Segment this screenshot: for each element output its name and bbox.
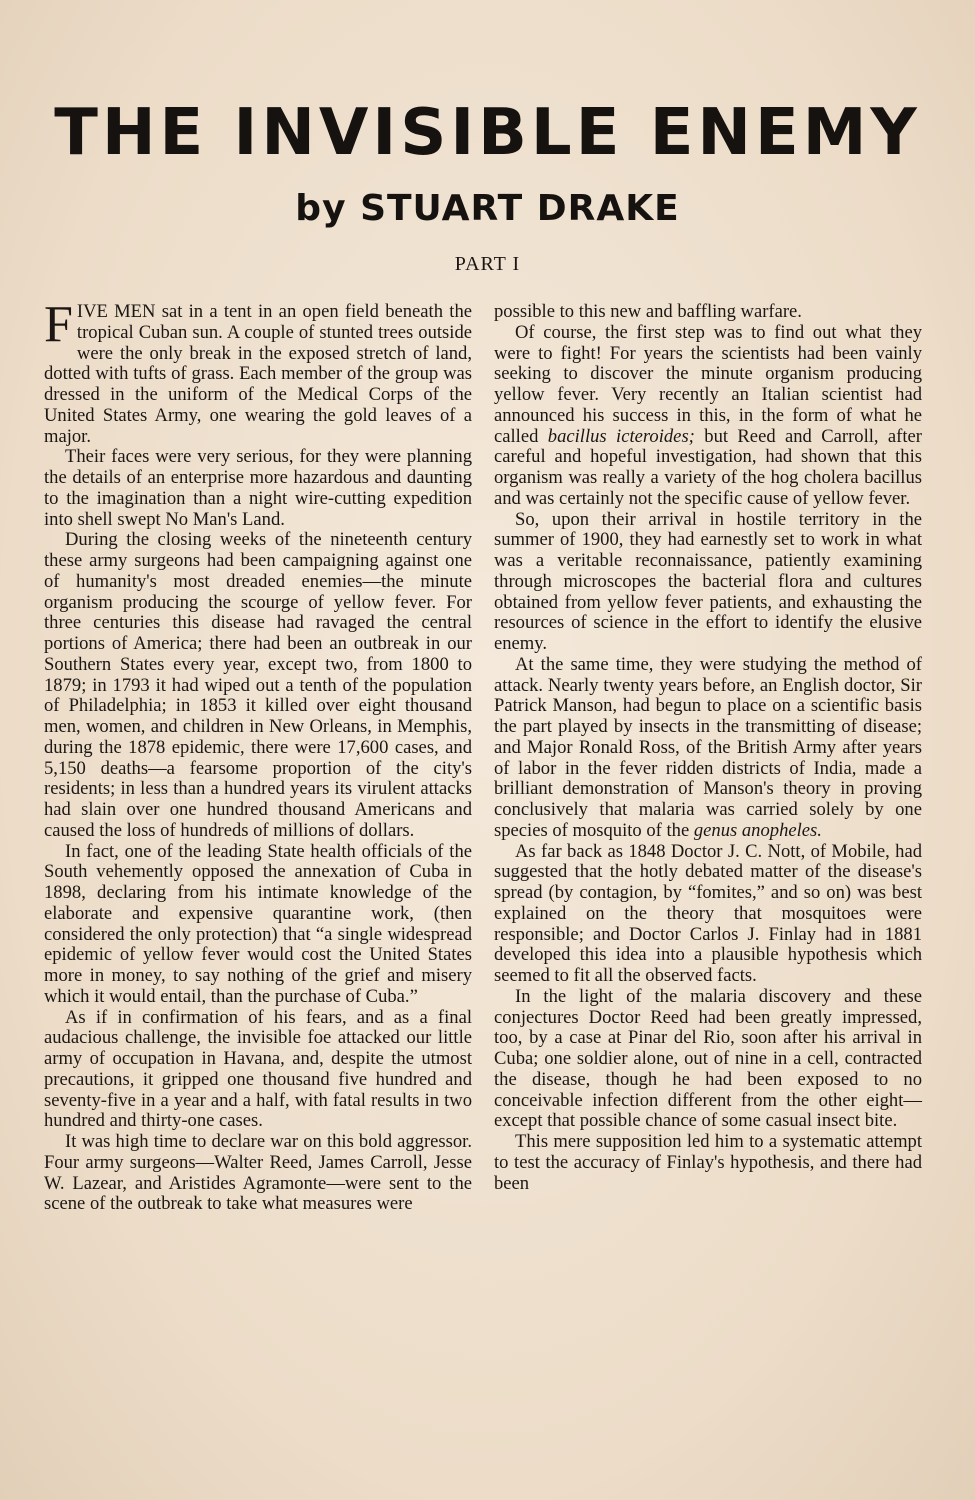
paragraph: As far back as 1848 Doctor J. C. Nott, of Mobile, had suggested that the hotly debated matter of the disease's spread (by contagion, by “fomites,” and so on) was best explained on the theory that mosquitoes were responsible; and Doctor Carlos J. Finlay had in 1881 developed this idea into a plausible hypothesis which seemed to fit all the observed facts. bbox=[494, 840, 922, 986]
paragraph: possible to this new and baffling warfare. bbox=[494, 301, 802, 322]
paragraph-text: Of course, the first step was to find out what they were to fight! For years the scientists had been vainly seeking to discover the minute organism producing yellow fever. Very recently an Italian scientist had announced his success in this, in the form of what he called bbox=[494, 321, 922, 447]
right-column bbox=[494, 302, 922, 1194]
paragraph: In the light of the malaria discovery and these conjectures Doctor Reed had been greatly impressed, too, by a case at Pinar del Rio, soon after his arrival in Cuba; one soldier alone, out of nine in a cell, contracted the disease, though he had been exposed to no conceivable infection different from the other eight—except that possible chance of some casual insect bite. bbox=[494, 985, 922, 1132]
paragraph-text: IVE MEN sat in a tent in an open field beneath the tropical Cuban sun. A couple of stunted trees outside were the only break in the exposed stretch of land, dotted with tufts of grass. Each member of the group was dressed in the uniform of the Medical Corps of the United States Army, one wearing the gold leaves of a major. bbox=[44, 301, 472, 447]
paragraph-text: At the same time, they were studying the method of attack. Nearly twenty years before, an English doctor, Sir Patrick Manson, had begun to place on a scientific basis the part played by insects in the transmitting of disease; and Major Ronald Ross, of the British Army after years of labor in the fever ridden districts of India, made a brilliant demonstration of Manson's theory in proving conclusively that malaria was carried solely by one species of mosquito of the bbox=[494, 653, 922, 841]
paragraph bbox=[494, 655, 922, 842]
article-title: THE INVISIBLE ENEMY bbox=[54, 96, 921, 170]
italic-term: genus anopheles. bbox=[693, 819, 822, 841]
left-column bbox=[44, 296, 472, 1215]
paragraph bbox=[494, 323, 922, 510]
paragraph: This mere supposition led him to a systematic attempt to test the accuracy of Finlay's hypothesis, and there had been bbox=[494, 1131, 922, 1194]
article-byline: by STUART DRAKE bbox=[295, 188, 680, 229]
paragraph: In fact, one of the leading State health officials of the South vehemently opposed the annexation of Cuba in 1898, declaring from his intimate knowledge of the elaborate and expensive quarantine work, (then considered the only protection) that “a single widespread epidemic of yellow fever would cost the United States more in money, to say nothing of the grief and misery which it would entail, than the purchase of Cuba.” bbox=[44, 840, 472, 1007]
paragraph: Their faces were very serious, for they were planning the details of an enterprise more hazardous and daunting to the imagination than a night wire-cutting expedition into shell swept No Man's Land. bbox=[44, 446, 472, 530]
italic-term: bacillus icteroides; bbox=[547, 425, 695, 447]
drop-cap: F bbox=[44, 296, 73, 353]
paragraph: It was high time to declare war on this bold aggressor. Four army surgeons—Walter Reed, James Carroll, Jesse W. Lazear, and Aristides Agramonte—were sent to the scene of the outbreak to take what measures were bbox=[44, 1131, 472, 1215]
paragraph bbox=[44, 296, 472, 447]
paragraph: During the closing weeks of the nineteenth century these army surgeons had been campaigning against one of humanity's most dreaded enemies—the minute organism producing the scourge of yellow fever. For three centuries this disease had ravaged the central portions of America; there had been an outbreak in our Southern States every year, except two, from 1800 to 1879; in 1793 it had wiped out a tenth of the population of Philadelphia; in 1853 it killed over eight thousand men, women, and children in New Orleans, in Memphis, during the 1878 epidemic, there were 17,600 cases, and 5,150 deaths—a fearsome proportion of the city's residents; in less than a hundred years its virulent attacks had slain over one hundred thousand Americans and caused the loss of hundreds of millions of dollars. bbox=[44, 529, 472, 841]
paragraph: As if in confirmation of his fears, and as a final audacious challenge, the invisible foe attacked our little army of occupation in Havana, and, despite the utmost precautions, it gripped one thousand five hundred and seventy-five in a year and a half, with fatal results in two hundred and thirty-one cases. bbox=[44, 1006, 472, 1132]
paragraph: So, upon their arrival in hostile territory in the summer of 1900, they had earnestly set to work in what was a veritable reconnaissance, patiently examining through microscopes the bacterial flora and cultures obtained from yellow fever patients, and exhausting the resources of science in the effort to identify the elusive enemy. bbox=[494, 508, 922, 654]
part-heading: PART I bbox=[454, 253, 521, 275]
paragraph-text: but Reed and Carroll, after careful and hopeful investigation, had shown that this organism was really a variety of the hog cholera bacillus and was certainly not the specific cause of yellow fever. bbox=[494, 425, 922, 509]
